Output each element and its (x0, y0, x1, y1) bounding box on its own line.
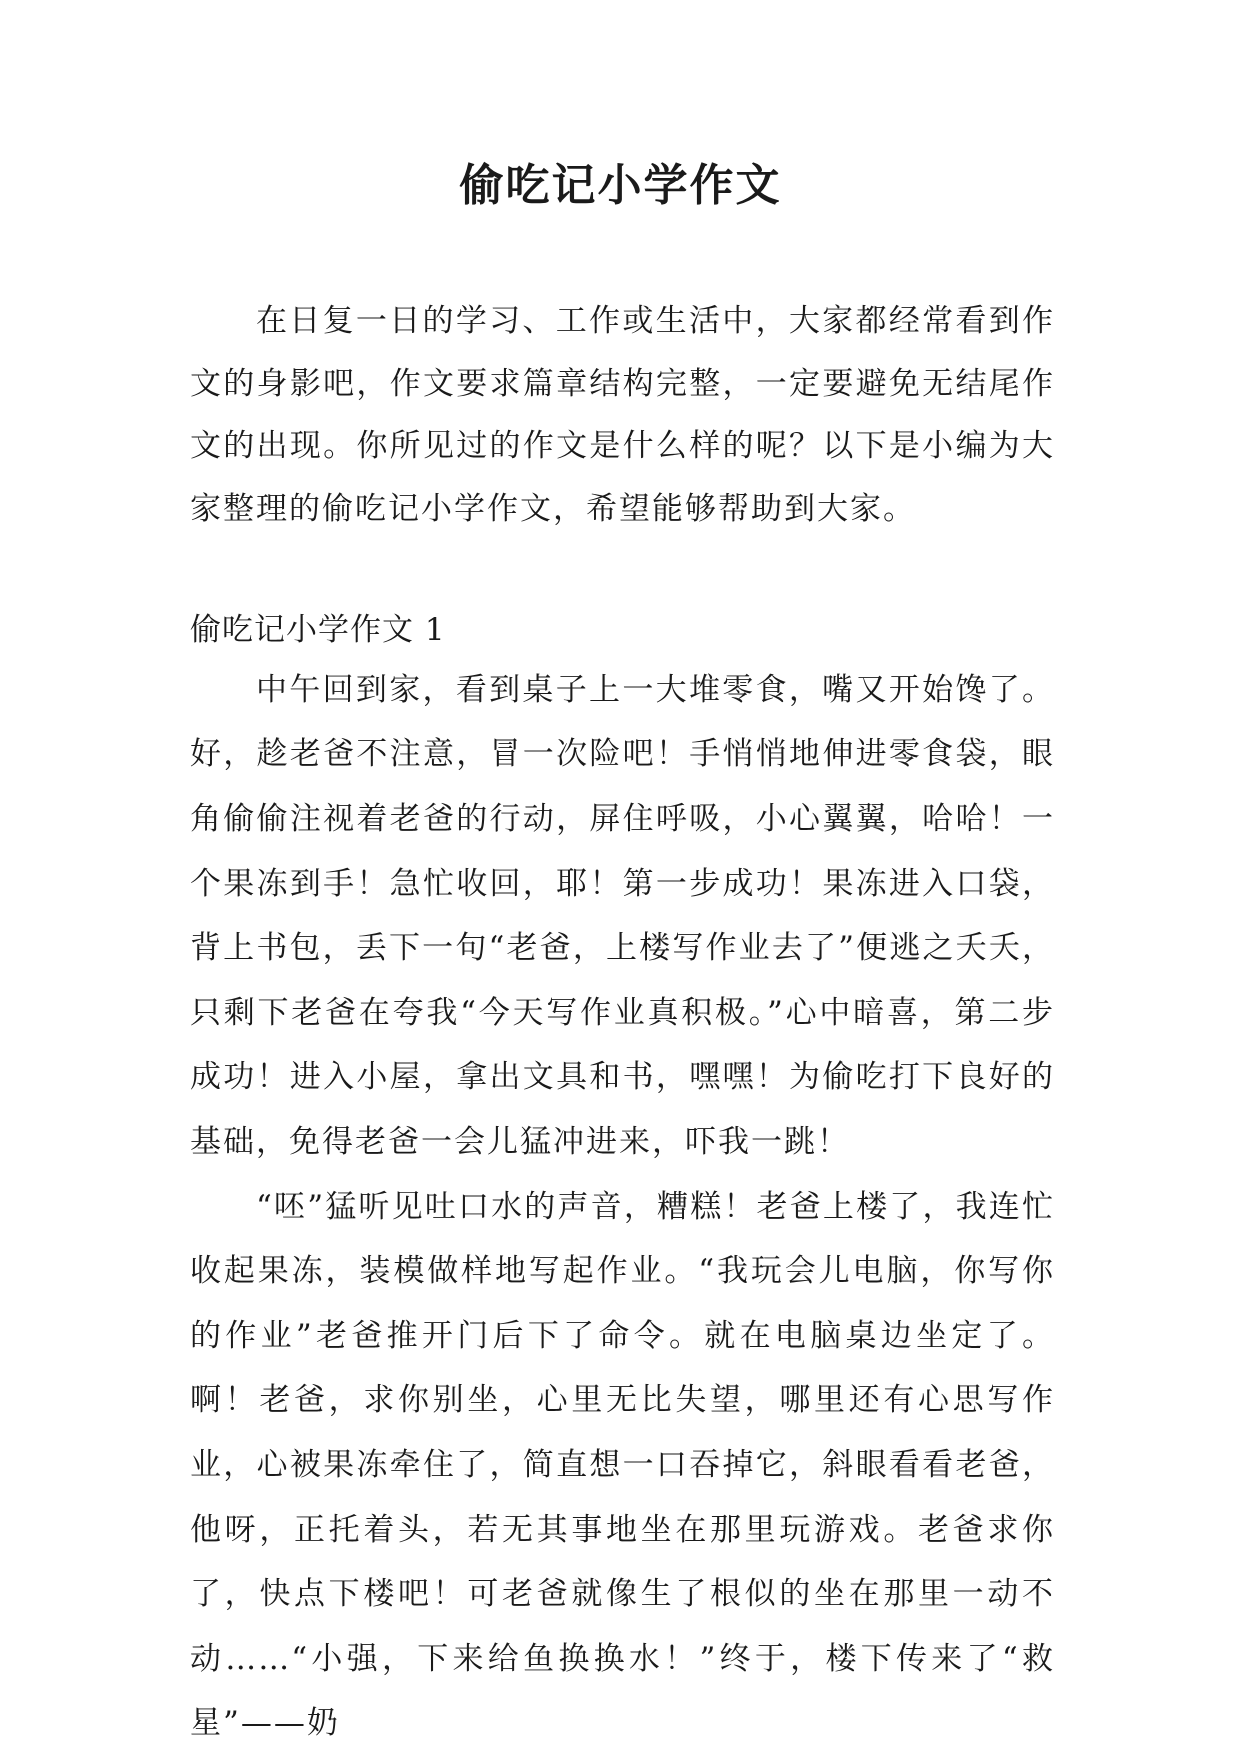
document-title: 偷吃记小学作文 (459, 160, 782, 211)
body-paragraph: 中午回到家，看到桌子上一大堆零食，嘴又开始馋了。好，趁老爸不注意，冒一次险吧！手悄悄地伸进零食袋，眼角偷偷注视着老爸的行动，屏住呼吸，小心翼翼，哈哈！一个果冻到手！急忙收回，耶！第一步成功！果冻进入口袋，背上书包，丢下一句“老爸，上楼写作业去了”便逃之夭夭，只剩下老爸在夸我“今天写作业真积极。”心中暗喜，第二步成功！进入小屋，拿出文具和书，嘿嘿！为偷吃打下良好的基础，免得老爸一会儿猛冲进来，吓我一跳！ (190, 671, 1055, 1160)
section-1 (190, 603, 1055, 1756)
body-paragraph: “呸”猛听见吐口水的声音，糟糕！老爸上楼了，我连忙收起果冻，装模做样地写起作业。“我玩会儿电脑，你写你的作业”老爸推开门后下了命令。就在电脑桌边坐定了。啊！老爸，求你别坐，心里无比失望，哪里还有心思写作业，心被果冻牵住了，简直想一口吞掉它，斜眼看看老爸，他呀，正托着头，若无其事地坐在那里玩游戏。老爸求你了，快点下楼吧！可老爸就像生了根似的坐在那里一动不动……“小强，下来给鱼换换水！”终于，楼下传来了“救星”——奶 (190, 1188, 1055, 1742)
intro-paragraph: 在日复一日的学习、工作或生活中，大家都经常看到作文的身影吧，作文要求篇章结构完整，一定要避免无结尾作文的出现。你所见过的作文是什么样的呢？以下是小编为大家整理的偷吃记小学作文，希望能够帮助到大家。 (190, 303, 1055, 528)
section-heading: 偷吃记小学作文 1 (190, 611, 446, 648)
document-body (190, 290, 1055, 1756)
